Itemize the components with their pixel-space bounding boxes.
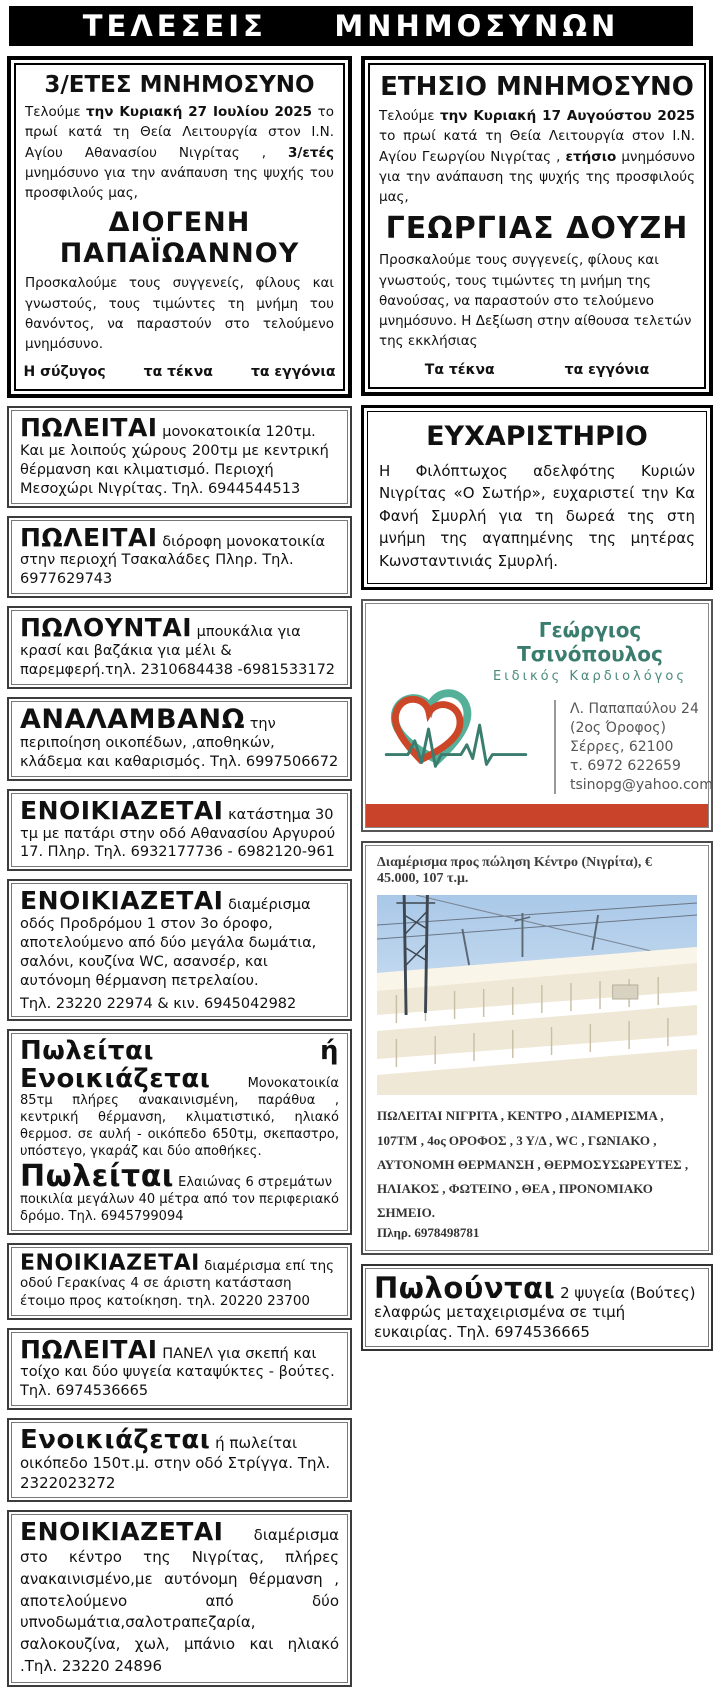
ad-body: μονοκατοικία 120τμ. Και με λοιπούς χώρους 200τμ με κεντρική θέρμανση και κλιματισμό. Περιοχή Μεσοχώρι Νιγρίτας. Τηλ. 6944544513 bbox=[20, 424, 329, 497]
memorial-signatories bbox=[379, 362, 695, 378]
page-title-word-2: ΜΝΗΜΟΣΥΝΩΝ bbox=[334, 9, 620, 43]
apartment-sale-listing bbox=[361, 841, 713, 1254]
classified-ad-garden-services bbox=[7, 697, 352, 781]
ad-lead: Πωλείται ή Ενοικιάζεται bbox=[20, 1036, 339, 1094]
ad-body: 2 ψυγεία (Βούτες) ελαφρώς μεταχειρισμένα σε τιμή ευκαιρίας. Τηλ. 6974536665 bbox=[374, 1283, 696, 1341]
ad-lead: ΕΝΟΙΚΙΑΖΕΤΑΙ bbox=[20, 795, 224, 825]
ad-phone: Τηλ. 23220 22974 & κιν. 6945042982 bbox=[20, 996, 297, 1013]
apartment-details: ΠΩΛΕΙΤΑΙ ΝΙΓΡΙΤΑ , ΚΕΝΤΡΟ , ΔΙΑΜΕΡΙΣΜΑ , 107ΤΜ , 4ος ΟΡΟΦΟΣ , 3 Υ/Δ , WC , ΓΩΝΙΑΚΟ , ΑΥΤΟΝΟΜΗ ΘΕΡΜΑΝΣΗ , ΘΕΡΜΟΣΥΣΩΡΕΥΤΕΣ , ΗΛΙΑΚΟΣ , ΦΩΤΕΙΝΟ , ΘΕΑ , ΠΡΟΝΟΜΙΑΚΟ ΣΗΜΕΙΟ. bbox=[377, 1108, 689, 1220]
ad-lead: ΑΝΑΛΑΜΒΑΝΩ bbox=[20, 703, 246, 735]
memorial-body: Τελούμε την Κυριακή 17 Αυγούστου 2025 το πρωί κατά τη Θεία Λειτουργία στον Ι.Ν. Αγίου Γεωργίου Νιγρίτας , ετήσιο μνημόσυνο για την ανάπαυση της ψυχής της προσφιλούς μας, bbox=[379, 108, 696, 205]
memorial-body: Τελούμε την Κυριακή 27 Ιουλίου 2025 το πρωί κατά τη Θεία Λειτουργία στον Ι.Ν. Αγίου Αθανασίου Νιγρίτας , 3/ετές μνημόσυνο για την ανάπαυση της ψυχής του προσφιλούς μας, bbox=[25, 104, 334, 201]
doctor-specialty: Ειδικός Καρδιολόγος bbox=[493, 669, 687, 684]
ad-lead: Πωλούνται bbox=[374, 1270, 556, 1305]
signatory: τα τέκνα bbox=[143, 364, 213, 381]
thanks-body: Η Φιλόπτωχος αδελφότης Κυριών Νιγρίτας «Ο Σωτήρ», ευχαριστεί την Κα Φανή Σμυρλή για τη δωρεά της στη μνήμη της αγαπημένης της μητέρας Κωνσταντινιάς Σμυρλή. bbox=[379, 461, 695, 570]
signatory: τα εγγόνια bbox=[250, 364, 336, 381]
doctor-business-card bbox=[361, 599, 713, 832]
thanks-title: ΕΥΧΑΡΙΣΤΗΡΙΟ bbox=[426, 420, 648, 452]
heart-ekg-logo-icon bbox=[378, 678, 536, 804]
page-title-banner bbox=[9, 6, 693, 46]
classified-ad-house-and-olive-grove bbox=[7, 1029, 352, 1234]
ad-body: Μονοκατοικία 85τμ πλήρες ανακαινισμένη, παράθυα , κεντρική θέρμανση, κλιματιστικό, ηλιακό θερμοσ. σε αυλή - οικόπεδο 650τμ, σκεπαστρο, υπόστεγο, γκαράζ και δύο αποθήκες. bbox=[20, 1075, 339, 1159]
doctor-contact-block bbox=[554, 700, 713, 794]
ad-body: διαμέρισμα επί της οδού Γερακίνας 4 σε άριστη κατάσταση έτοιμο προς κατοίκηση. τηλ. 20220 23700 bbox=[20, 1257, 335, 1309]
classified-ad-apartment-center bbox=[7, 1510, 352, 1686]
ad-lead: ΕΝΟΙΚΙΑΖΕΤΑΙ bbox=[20, 886, 224, 916]
ad-lead: ΠΩΛΕΙΤΑΙ bbox=[20, 522, 158, 552]
ad-body: κατάστημα 30 τμ με πατάρι στην οδό Αθανασίου Αργυρού 17. Πληρ. Τηλ. 6932177736 - 6982120-961 bbox=[20, 806, 336, 861]
apartment-phone: Πληρ. 6978498781 bbox=[377, 1224, 480, 1240]
ad-body: διαμέρισμα στο κέντρο της Νιγρίτας, πλήρες ανακαινισμένο,με αυτόνομη θέρμανση , αποτελούμενο από δύο υπνοδωμάτια,σαλοτραπεζαρία, σαλοκουζίνα, χωλ, μπάνιο και ηλιακό .Τηλ. 23220 24896 bbox=[20, 1526, 339, 1675]
classified-ad-bottles bbox=[7, 606, 352, 689]
doctor-address-line: (2ος Όροφος) bbox=[570, 719, 666, 736]
doctor-name: Γεώργιος Τσινόπουλος bbox=[517, 618, 663, 666]
ad-body: την περιποίηση οικοπέδων, ,αποθηκών, κλάδεμα και καθαρισμός. Τηλ. 6997506672 bbox=[20, 715, 339, 770]
ad-body: διαμέρισμα οδός Προδρόμου 1 στον 3ο όροφο, αποτελούμενο από δύο μεγάλα δωμάτια, σαλόνι, κουζίνα WC, ασανσέρ, και αυτόνομη θέρμανση πετρελαίου. bbox=[20, 897, 317, 989]
signatory: Τα τέκνα bbox=[424, 361, 495, 378]
classified-ad-two-fridges bbox=[361, 1264, 713, 1352]
ad-body: μπουκάλια για κρασί και βαζάκια για μέλι & παρεμφερή.τηλ. 2310684438 -6981533172 bbox=[20, 624, 336, 678]
ad-body: ΠΑΝΕΛ για σκεπή και τοίχο και δύο ψυγεία καταψύκτες - βούτες. Τηλ. 6974536665 bbox=[20, 1345, 335, 1400]
ad-body: διόροφη μονοκατοικία στην περιοχή Τσακαλάδες Πληρ. Τηλ. 6977629743 bbox=[20, 533, 325, 588]
memorial-notice-right bbox=[361, 56, 713, 396]
memorial-title: 3/ΕΤΕΣ ΜΝΗΜΟΣΥΝΟ bbox=[44, 72, 315, 98]
doctor-email: tsinopg@yahoo.com bbox=[570, 776, 713, 793]
memorial-invitation: Προσκαλούμε τους συγγενείς, φίλους και γνωστούς, τους τιμώντες τη μνήμη του θανόντος, να παραστούν στο τελούμενο μνημόσυνο. bbox=[25, 275, 334, 352]
classified-ad-house-120sqm bbox=[7, 406, 352, 507]
classified-ad-shop-rental bbox=[7, 789, 352, 872]
ad-lead: Ενοικιάζεται bbox=[20, 1425, 211, 1456]
deceased-name: ΓΕΩΡΓΙΑΣ ΔΟΥΖΗ bbox=[385, 211, 689, 247]
classified-ad-plot-strigga bbox=[7, 1418, 352, 1502]
left-column bbox=[7, 56, 352, 1687]
ad-lead: ΕΝΟΙΚΙΑΖΕΤΑΙ bbox=[20, 1250, 200, 1276]
signatory: τα εγγόνια bbox=[564, 361, 650, 378]
ad-lead: ΕΝΟΙΚΙΑΖΕΤΑΙ bbox=[20, 1517, 224, 1547]
doctor-phone: τ. 6972 622659 bbox=[570, 757, 681, 774]
apartment-headline: Διαμέρισμα προς πώληση Κέντρο (Νιγρίτα), € 45.000, 107 τ.μ. bbox=[377, 855, 652, 887]
deceased-name: ΔΙΟΓΕΝΗ ΠΑΠΑΪΩΑΝΝΟΥ bbox=[59, 207, 300, 270]
thank-you-notice bbox=[361, 405, 713, 591]
apartment-details-lead: ΠΩΛΕΙΤΑΙ bbox=[377, 1108, 443, 1124]
classified-ad-panels-fridges bbox=[7, 1328, 352, 1411]
ad-body-2: Ελαιώνας 6 στρεμάτων ποικιλία μεγάλων 40 μέτρα από τον περιφεριακό δρόμο. Τηλ. 6945799094 bbox=[20, 1174, 339, 1225]
right-column bbox=[361, 56, 713, 1687]
classified-ad-apartment-gerakinas bbox=[7, 1243, 352, 1320]
ad-body: ή πωλείται οικόπεδο 150τ.μ. στην οδό Στρίγγα. Τηλ. 2322023272 bbox=[20, 1434, 331, 1492]
apartment-building-photo bbox=[377, 895, 697, 1095]
ad-lead: ΠΩΛΕΙΤΑΙ bbox=[20, 413, 158, 443]
ad-lead-2: Πωλείται bbox=[20, 1158, 174, 1194]
ad-lead: ΠΩΛΟΥΝΤΑΙ bbox=[20, 613, 193, 643]
page-title-word-1: ΤΕΛΕΣΕΙΣ bbox=[82, 9, 267, 43]
doctor-address-line: Σέρρες, 62100 bbox=[570, 738, 674, 755]
memorial-invitation: Προσκαλούμε τους συγγενείς, φίλους και γνωστούς, τους τιμώντες τη μνήμη της θανούσας, να παραστούν στο τελούμενο μνημόσυνο. Η Δεξίωση στην αίθουσα τελετών της εκκλήσιας bbox=[379, 252, 692, 350]
memorial-title: ΕΤΗΣΙΟ ΜΝΗΜΟΣΥΝΟ bbox=[380, 72, 694, 102]
signatory: Η σύζυγος bbox=[23, 364, 106, 381]
doctor-address-line: Λ. Παπαπαύλου 24 bbox=[570, 701, 699, 717]
classified-ad-two-storey-house bbox=[7, 516, 352, 599]
memorial-notice-left bbox=[7, 56, 352, 398]
card-red-accent-bar bbox=[366, 804, 708, 827]
memorial-signatories bbox=[25, 364, 334, 380]
classified-ad-apartment-prodromou bbox=[7, 879, 352, 1021]
ad-lead: ΠΩΛΕΙΤΑΙ bbox=[20, 1334, 158, 1364]
